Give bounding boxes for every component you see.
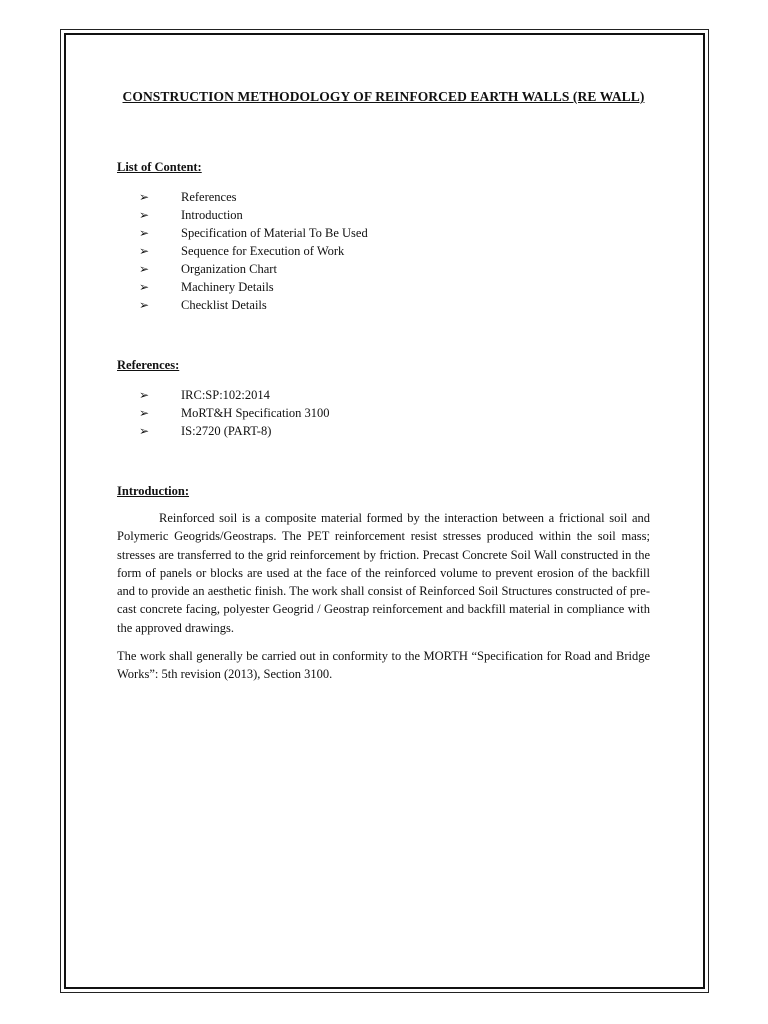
list-of-content: [117, 188, 650, 314]
document-body: [117, 88, 650, 684]
list-item: ➢ MoRT&H Specification 3100: [117, 404, 650, 422]
introduction-paragraph: Reinforced soil is a composite material formed by the interaction between a frictional soil and Polymeric Geogrids/Geostraps. The PET reinforcement resist stresses produced within the soil mass; stresses are transferred to the grid reinforcement by friction. Precast Concrete Soil Wall constructed in the form of panels or blocks are used at the face of the reinforced volume to prevent erosion of the backfill and to provide an aesthetic finish. The work shall consist of Reinforced Soil Structures constructed of pre-cast concrete facing, polyester Geogrid / Geostrap reinforcement and backfill material in compliance with the approved drawings.: [117, 511, 650, 635]
introduction-paragraph: The work shall generally be carried out in conformity to the MORTH “Specification for Road and Bridge Works”: 5th revision (2013), Section 3100.: [117, 649, 650, 682]
arrow-bullet-icon: ➢: [139, 244, 150, 258]
list-item: ➢ Sequence for Execution of Work: [117, 242, 650, 260]
arrow-bullet-icon: ➢: [139, 226, 150, 240]
references-heading: References:: [117, 358, 180, 372]
list-item: ➢ Checklist Details: [117, 296, 650, 314]
arrow-bullet-icon: ➢: [139, 424, 150, 438]
list-item: ➢ Specification of Material To Be Used: [117, 224, 650, 242]
list-of-content-heading: List of Content:: [117, 160, 202, 174]
list-item: ➢ Organization Chart: [117, 260, 650, 278]
document-title: CONSTRUCTION METHODOLOGY OF REINFORCED EARTH WALLS (RE WALL): [122, 89, 645, 104]
references-list: [117, 386, 650, 440]
list-item: ➢ References: [117, 188, 650, 206]
list-item: ➢ IRC:SP:102:2014: [117, 386, 650, 404]
list-item: ➢ Machinery Details: [117, 278, 650, 296]
arrow-bullet-icon: ➢: [139, 298, 150, 312]
arrow-bullet-icon: ➢: [139, 190, 150, 204]
arrow-bullet-icon: ➢: [139, 262, 150, 276]
list-item: ➢ Introduction: [117, 206, 650, 224]
arrow-bullet-icon: ➢: [139, 406, 150, 420]
list-item: ➢ IS:2720 (PART-8): [117, 422, 650, 440]
arrow-bullet-icon: ➢: [139, 280, 150, 294]
arrow-bullet-icon: ➢: [139, 208, 150, 222]
arrow-bullet-icon: ➢: [139, 388, 150, 402]
introduction-heading: Introduction:: [117, 484, 190, 498]
